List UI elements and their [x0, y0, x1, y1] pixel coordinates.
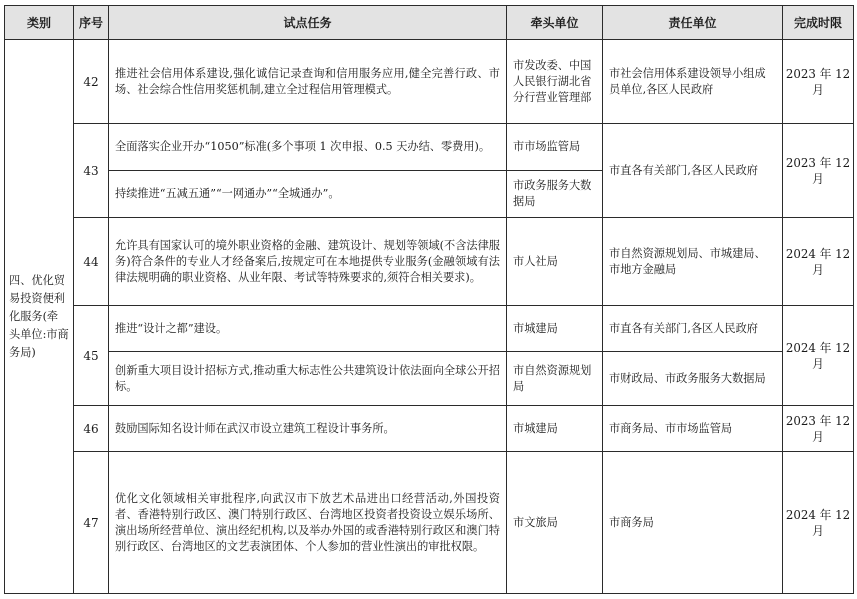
sub-task-cell: 创新重大项目设计招标方式,推动重大标志性公共建筑设计依法面向全球公开招标。 [109, 352, 507, 406]
header-responsible-unit: 责任单位 [603, 6, 783, 40]
row-number: 42 [74, 40, 109, 124]
row-number: 46 [74, 406, 109, 452]
task-cell: 允许具有国家认可的境外职业资格的金融、建筑设计、规划等领域(不含法律服务)符合条件的专业人才经备案后,按规定可在本地提供专业服务(金融领域有法律法规明确的职业资格、从业年限、考试等特殊要求的,须符合相关要求)。 [109, 218, 507, 306]
responsible-unit-cell: 市直各有关部门,各区人民政府 [603, 124, 783, 218]
task-cell: 鼓励国际知名设计师在武汉市设立建筑工程设计事务所。 [109, 406, 507, 452]
table-row [5, 218, 854, 306]
task-cell: 推进社会信用体系建设,强化诚信记录查询和信用服务应用,健全完善行政、市场、社会综合性信用奖惩机制,建立全过程信用管理模式。 [109, 40, 507, 124]
header-task: 试点任务 [109, 6, 507, 40]
deadline-cell: 2023 年 12 月 [783, 124, 854, 218]
responsible-unit-cell: 市社会信用体系建设领导小组成员单位,各区人民政府 [603, 40, 783, 124]
row-number: 45 [74, 306, 109, 406]
deadline-cell: 2023 年 12 月 [783, 40, 854, 124]
table-row [5, 406, 854, 452]
header-deadline: 完成时限 [783, 6, 854, 40]
lead-unit-cell: 市发改委、中国人民银行湖北省分行营业管理部 [507, 40, 603, 124]
table-row [5, 40, 854, 124]
responsible-unit-cell: 市商务局、市市场监管局 [603, 406, 783, 452]
table-subrow [5, 352, 854, 406]
header-number: 序号 [74, 6, 109, 40]
header-row [5, 6, 854, 40]
responsible-unit-cell: 市自然资源规划局、市城建局、市地方金融局 [603, 218, 783, 306]
lead-unit-cell: 市市场监管局 [507, 124, 603, 171]
row-number: 47 [74, 452, 109, 594]
row-number: 44 [74, 218, 109, 306]
lead-unit-cell: 市文旅局 [507, 452, 603, 594]
category-cell: 四、优化贸易投资便利化服务(牵头单位:市商务局) [5, 40, 74, 594]
sub-lead-unit-cell: 市政务服务大数据局 [507, 171, 603, 218]
row-number: 43 [74, 124, 109, 218]
lead-unit-cell: 市城建局 [507, 306, 603, 352]
task-cell: 优化文化领域相关审批程序,向武汉市下放艺术品进出口经营活动,外国投资者、香港特别行政区、澳门特别行政区、台湾地区投资者投资设立娱乐场所、演出场所经营单位、演出经纪机构,以及举办外国的或香港特别行政区和澳门特别行政区、台湾地区的文艺表演团体、个人参加的营业性演出的审批权限。 [109, 452, 507, 594]
pilot-task-table [4, 5, 854, 594]
deadline-cell: 2024 年 12 月 [783, 452, 854, 594]
table-row [5, 124, 854, 171]
header-lead-unit: 牵头单位 [507, 6, 603, 40]
deadline-cell: 2023 年 12 月 [783, 406, 854, 452]
deadline-cell: 2024 年 12 月 [783, 306, 854, 406]
sub-lead-unit-cell: 市自然资源规划局 [507, 352, 603, 406]
sub-responsible-unit-cell: 市财政局、市政务服务大数据局 [603, 352, 783, 406]
table-row [5, 452, 854, 594]
task-cell: 推进“设计之都”建设。 [109, 306, 507, 352]
table-row [5, 306, 854, 352]
deadline-cell: 2024 年 12 月 [783, 218, 854, 306]
header-category: 类别 [5, 6, 74, 40]
responsible-unit-cell: 市商务局 [603, 452, 783, 594]
lead-unit-cell: 市城建局 [507, 406, 603, 452]
task-cell: 全面落实企业开办“1050”标准(多个事项 1 次申报、0.5 天办结、零费用)。 [109, 124, 507, 171]
sub-task-cell: 持续推进“五减五通”“一网通办”“全城通办”。 [109, 171, 507, 218]
lead-unit-cell: 市人社局 [507, 218, 603, 306]
responsible-unit-cell: 市直各有关部门,各区人民政府 [603, 306, 783, 352]
